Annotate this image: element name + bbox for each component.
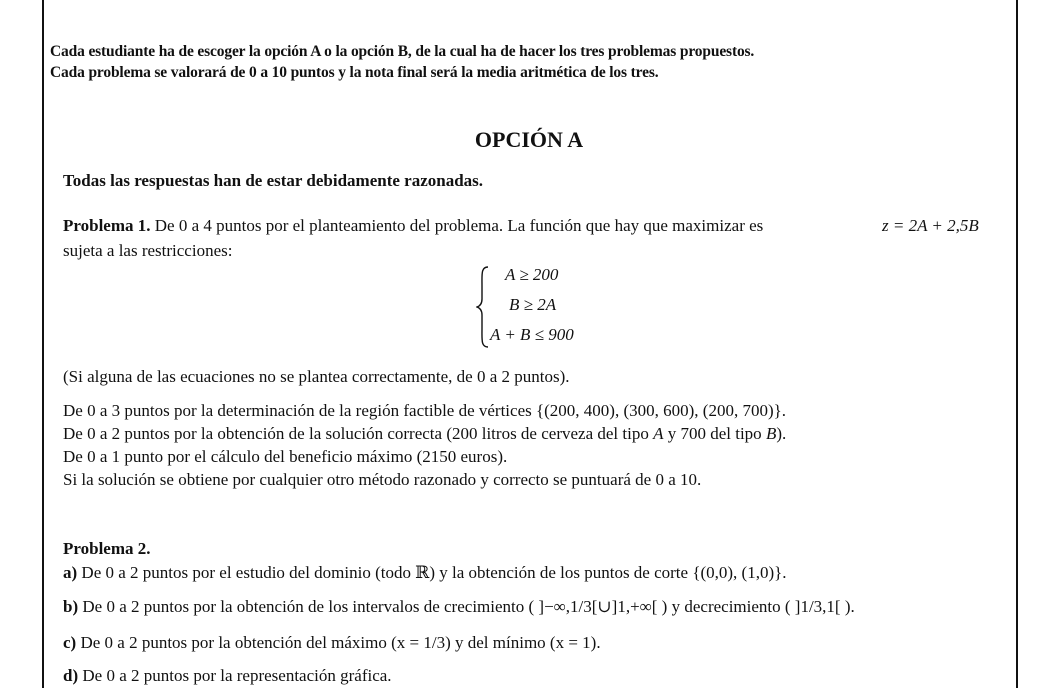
problem1-line-2 [63, 424, 786, 444]
problem1-line-3: De 0 a 1 punto por el cálculo del beneficio máximo (2150 euros). [63, 447, 508, 466]
problem1-note: (Si alguna de las ecuaciones no se plantea correctamente, de 0 a 2 puntos). [63, 367, 570, 386]
option-title: OPCIÓN A [474, 127, 584, 152]
problem2-b-label: b) [63, 597, 79, 616]
problem2-item-a [63, 563, 787, 583]
problem2-b-text: De 0 a 2 puntos por la obtención de los intervalos de crecimiento ( ]−∞,1/3[∪]1,+∞[ ) y decrecimiento ( ]1/3,1[ ). [78, 597, 855, 616]
problem2-item-b [63, 597, 855, 617]
instructions-line-1: Cada estudiante ha de escoger la opción A o la opción B, de la cual ha de hacer los tres problemas propuestos. [50, 43, 755, 60]
problem2-a-label: a) [63, 563, 78, 582]
problem1-line-2-text-b: y 700 del tipo [663, 424, 766, 443]
instructions-line-2: Cada problema se valorará de 0 a 10 puntos y la nota final será la media aritmética de los tres. [50, 64, 659, 81]
problem2-item-c [63, 633, 601, 653]
problem1-label: Problema 1. [63, 216, 151, 235]
problem2-d-label: d) [63, 666, 79, 685]
problem1-intro2: sujeta a las restricciones: [63, 241, 233, 260]
problem1-intro-line [63, 216, 763, 236]
problem1-line-2-var-b: B [765, 424, 777, 443]
problem2-c-text: De 0 a 2 puntos por la obtención del máximo (x = 1/3) y del mínimo (x = 1). [76, 633, 601, 652]
problem2-a-text: De 0 a 2 puntos por el estudio del dominio (todo ℝ) y la obtención de los puntos de corte {(0,0), (1,0)}. [77, 563, 787, 582]
problem1-line-2-text-a: De 0 a 2 puntos por la obtención de la solución correcta (200 litros de cerveza del tipo [63, 424, 654, 443]
problem1-line-2-var-a: A [653, 424, 664, 443]
problem1-line-4: Si la solución se obtiene por cualquier otro método razonado y correcto se puntuará de 0 a 10. [63, 470, 702, 489]
problem1-line-1: De 0 a 3 puntos por la determinación de la región factible de vértices {(200, 400), (300, 600), (200, 700)}. [63, 401, 787, 420]
problem1-objective: z = 2A + 2,5B [882, 216, 979, 235]
problem2-label: Problema 2. [63, 539, 151, 558]
problem2-item-d [63, 666, 392, 686]
reasoned-note: Todas las respuestas han de estar debidamente razonadas. [63, 171, 484, 190]
problem1-intro: De 0 a 4 puntos por el planteamiento del problema. La función que hay que maximizar es [154, 216, 764, 235]
problem2-c-label: c) [63, 633, 77, 652]
constraint-3: A + B ≤ 900 [490, 325, 574, 344]
constraints-brace [476, 266, 490, 348]
problem2-d-text: De 0 a 2 puntos por la representación gráfica. [78, 666, 392, 685]
constraint-2: B ≥ 2A [509, 295, 557, 314]
problem1-line-2-text-c: ). [776, 424, 787, 443]
constraint-1: A ≥ 200 [505, 265, 559, 284]
